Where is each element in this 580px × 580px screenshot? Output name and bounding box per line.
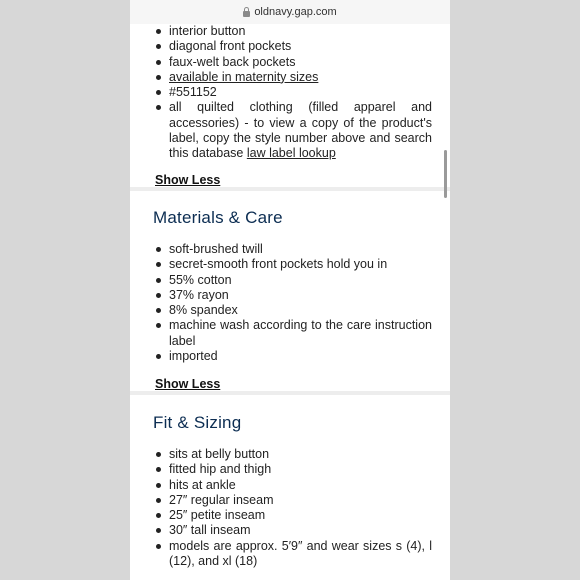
section-divider — [130, 391, 450, 395]
fit-sizing-heading: Fit & Sizing — [153, 413, 242, 432]
list-item: faux-welt back pockets — [130, 55, 450, 70]
list-item: #551152 — [130, 85, 450, 100]
list-item: models are approx. 5′9″ and wear sizes s (4), l (12), and xl (18) — [130, 539, 450, 570]
list-item: 30″ tall inseam — [130, 523, 450, 538]
list-item: 8% spandex — [130, 303, 450, 318]
page-scrollbar[interactable] — [444, 150, 447, 198]
list-item: 37% rayon — [130, 288, 450, 303]
mobile-browser-viewport — [130, 0, 450, 580]
list-item: machine wash according to the care instruction label — [130, 318, 450, 349]
list-item: imported — [130, 349, 450, 364]
materials-show-less-button[interactable]: Show Less — [155, 377, 221, 391]
details-show-less-button[interactable]: Show Less — [155, 173, 221, 187]
list-item: interior button — [130, 24, 450, 39]
list-item: 55% cotton — [130, 273, 450, 288]
materials-care-heading: Materials & Care — [153, 208, 283, 227]
list-item — [130, 100, 450, 161]
list-item: soft-brushed twill — [130, 242, 450, 257]
materials-care-list — [130, 242, 450, 364]
product-details-list — [130, 24, 450, 162]
address-bar[interactable] — [130, 0, 450, 24]
list-item: sits at belly button — [130, 447, 450, 462]
list-item: fitted hip and thigh — [130, 462, 450, 477]
url-text: oldnavy.gap.com — [254, 6, 337, 18]
lock-icon — [243, 11, 250, 17]
quilted-clothing-text: all quilted clothing (filled apparel and accessories) - to view a copy of the product's label, copy the style number above and search this database — [169, 100, 432, 161]
section-divider — [130, 187, 450, 191]
list-item: 27″ regular inseam — [130, 493, 450, 508]
list-item: hits at ankle — [130, 478, 450, 493]
list-item — [130, 70, 450, 85]
list-item: secret-smooth front pockets hold you in — [130, 257, 450, 272]
fit-sizing-list — [130, 447, 450, 569]
maternity-sizes-link[interactable]: available in maternity sizes — [169, 69, 319, 84]
list-item: diagonal front pockets — [130, 39, 450, 54]
list-item: 25″ petite inseam — [130, 508, 450, 523]
law-label-lookup-link[interactable]: law label lookup — [246, 146, 336, 161]
